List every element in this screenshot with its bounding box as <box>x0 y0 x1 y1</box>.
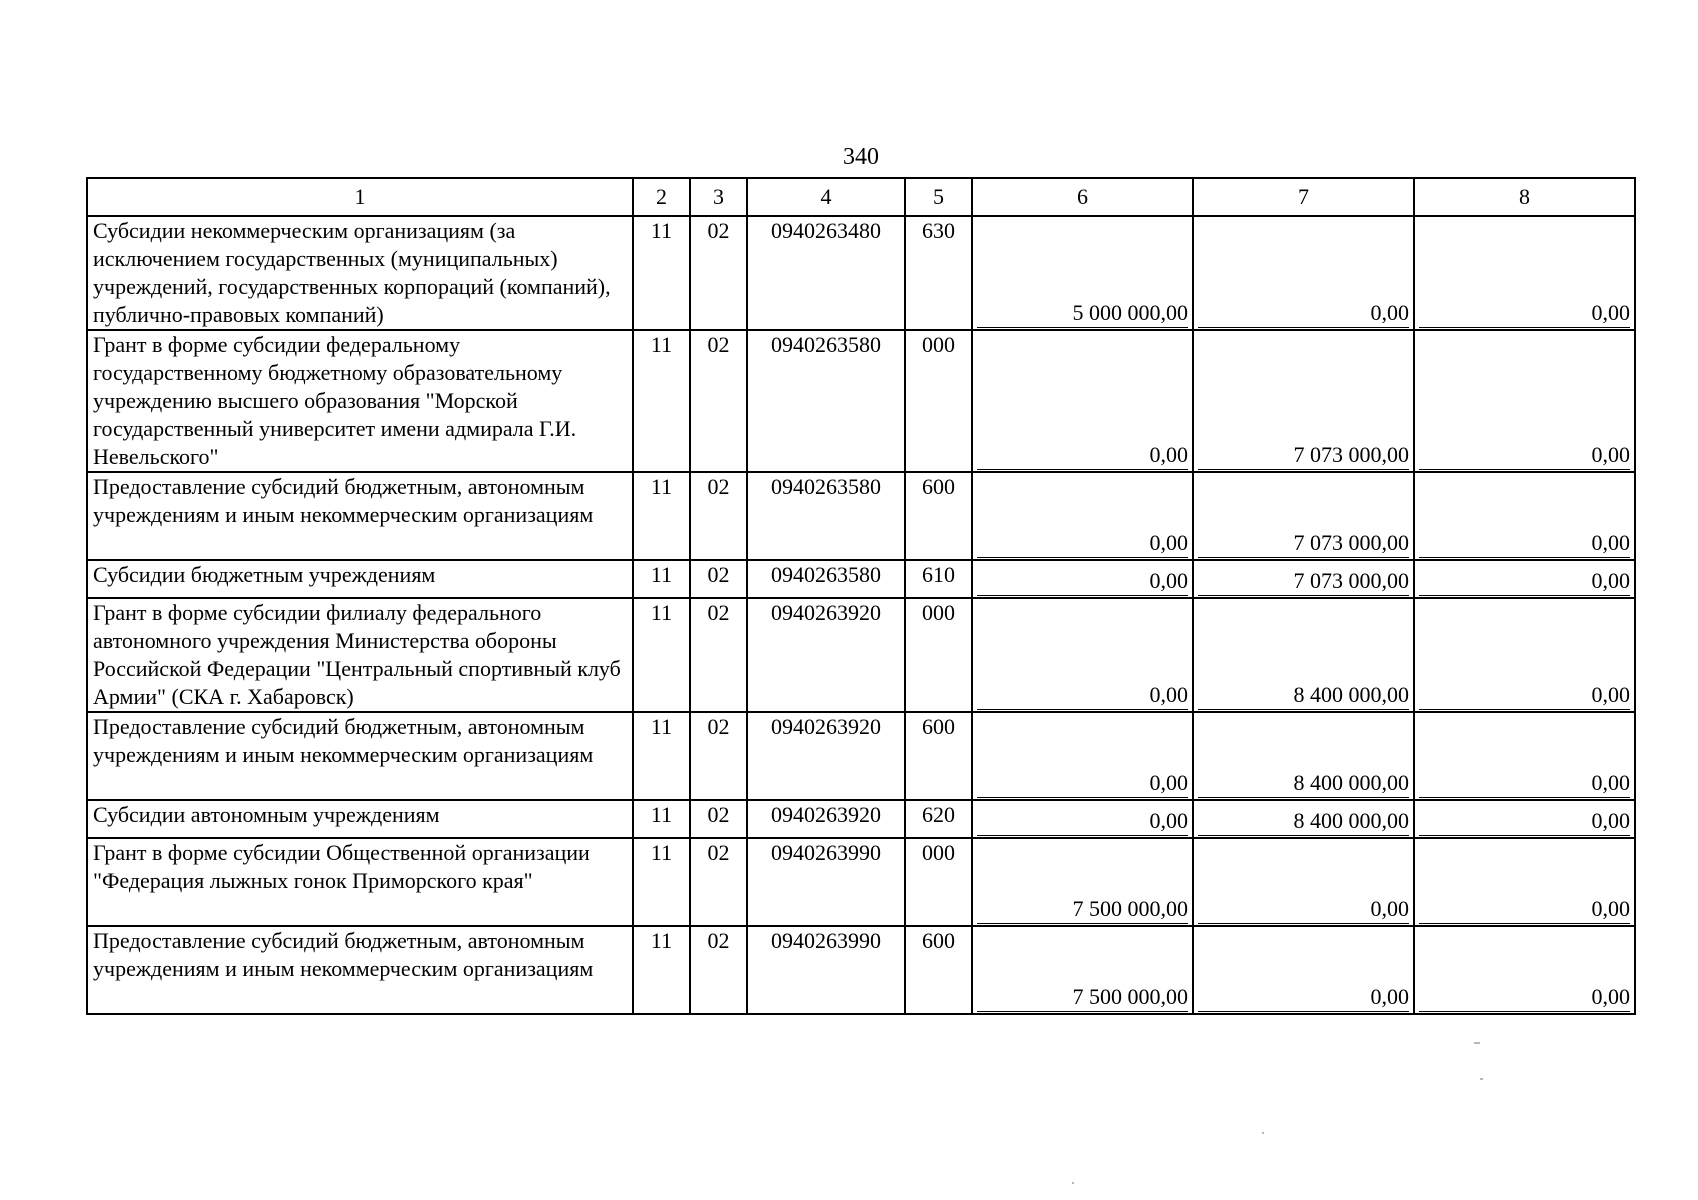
amount-col-6-value: 0,00 <box>977 441 1188 470</box>
amount-col-6 <box>972 560 1193 598</box>
amount-col-8 <box>1414 800 1635 838</box>
column-number: 6 <box>972 178 1193 216</box>
scan-speck <box>1480 1078 1483 1080</box>
target-article-code: 0940263580 <box>747 560 905 598</box>
amount-col-7 <box>1193 926 1414 1014</box>
amount-col-7 <box>1193 838 1414 926</box>
column-number-row <box>87 178 1635 216</box>
section-code: 11 <box>633 560 690 598</box>
amount-col-7 <box>1193 472 1414 560</box>
row-name: Грант в форме субсидии федеральному государственному бюджетному образовательному учреждению высшего образования "Морской государственный университет имени адмирала Г.И. Невельского" <box>87 330 633 472</box>
amount-col-6-value: 7 500 000,00 <box>977 983 1188 1012</box>
target-article-code: 0940263990 <box>747 926 905 1014</box>
amount-col-8-value: 0,00 <box>1419 441 1630 470</box>
column-number: 5 <box>905 178 972 216</box>
target-article-code: 0940263580 <box>747 330 905 472</box>
scan-speck <box>1474 1042 1480 1044</box>
amount-col-6 <box>972 712 1193 800</box>
column-number: 2 <box>633 178 690 216</box>
table-row <box>87 330 1635 472</box>
amount-col-6 <box>972 330 1193 472</box>
subsection-code: 02 <box>690 926 747 1014</box>
expense-type-code: 000 <box>905 330 972 472</box>
amount-col-8-value: 0,00 <box>1419 529 1630 558</box>
subsection-code: 02 <box>690 330 747 472</box>
row-name: Предоставление субсидий бюджетным, автономным учреждениям и иным некоммерческим организациям <box>87 472 633 560</box>
amount-col-7 <box>1193 560 1414 598</box>
amount-col-6 <box>972 216 1193 330</box>
section-code: 11 <box>633 330 690 472</box>
scan-speck <box>1072 1182 1074 1184</box>
amount-col-7 <box>1193 800 1414 838</box>
amount-col-7 <box>1193 712 1414 800</box>
expense-type-code: 000 <box>905 838 972 926</box>
amount-col-8 <box>1414 472 1635 560</box>
table-row <box>87 560 1635 598</box>
row-name: Грант в форме субсидии филиалу федерального автономного учреждения Министерства обороны Российской Федерации "Центральный спортивный клуб Армии" (СКА г. Хабаровск) <box>87 598 633 712</box>
amount-col-8-value: 0,00 <box>1419 567 1630 596</box>
amount-col-8 <box>1414 598 1635 712</box>
expense-type-code: 600 <box>905 712 972 800</box>
amount-col-7 <box>1193 330 1414 472</box>
target-article-code: 0940263990 <box>747 838 905 926</box>
amount-col-6 <box>972 472 1193 560</box>
amount-col-8 <box>1414 216 1635 330</box>
amount-col-7-value: 7 073 000,00 <box>1198 567 1409 596</box>
amount-col-8 <box>1414 712 1635 800</box>
column-number: 7 <box>1193 178 1414 216</box>
table-row <box>87 472 1635 560</box>
row-name: Субсидии некоммерческим организациям (за исключением государственных (муниципальных) учреждений, государственных корпораций (компаний), публично-правовых компаний) <box>87 216 633 330</box>
row-name: Предоставление субсидий бюджетным, автономным учреждениям и иным некоммерческим организациям <box>87 926 633 1014</box>
section-code: 11 <box>633 800 690 838</box>
row-name: Субсидии автономным учреждениям <box>87 800 633 838</box>
expense-type-code: 600 <box>905 926 972 1014</box>
amount-col-7 <box>1193 216 1414 330</box>
section-code: 11 <box>633 216 690 330</box>
scan-speck <box>1262 1132 1264 1134</box>
amount-col-6 <box>972 838 1193 926</box>
amount-col-7-value: 7 073 000,00 <box>1198 529 1409 558</box>
amount-col-6-value: 0,00 <box>977 769 1188 798</box>
amount-col-6 <box>972 926 1193 1014</box>
row-name: Грант в форме субсидии Общественной организации "Федерация лыжных гонок Приморского края" <box>87 838 633 926</box>
amount-col-8 <box>1414 926 1635 1014</box>
target-article-code: 0940263480 <box>747 216 905 330</box>
column-number: 8 <box>1414 178 1635 216</box>
table-row <box>87 598 1635 712</box>
amount-col-7-value: 0,00 <box>1198 895 1409 924</box>
budget-table <box>86 177 1636 1015</box>
table-row <box>87 800 1635 838</box>
section-code: 11 <box>633 598 690 712</box>
amount-col-8-value: 0,00 <box>1419 895 1630 924</box>
amount-col-8-value: 0,00 <box>1419 299 1630 328</box>
section-code: 11 <box>633 472 690 560</box>
row-name: Предоставление субсидий бюджетным, автономным учреждениям и иным некоммерческим организациям <box>87 712 633 800</box>
section-code: 11 <box>633 838 690 926</box>
amount-col-8-value: 0,00 <box>1419 983 1630 1012</box>
target-article-code: 0940263920 <box>747 712 905 800</box>
subsection-code: 02 <box>690 560 747 598</box>
column-number: 3 <box>690 178 747 216</box>
amount-col-7-value: 8 400 000,00 <box>1198 681 1409 710</box>
target-article-code: 0940263580 <box>747 472 905 560</box>
expense-type-code: 600 <box>905 472 972 560</box>
row-name: Субсидии бюджетным учреждениям <box>87 560 633 598</box>
amount-col-8 <box>1414 330 1635 472</box>
subsection-code: 02 <box>690 598 747 712</box>
target-article-code: 0940263920 <box>747 598 905 712</box>
subsection-code: 02 <box>690 800 747 838</box>
amount-col-6-value: 0,00 <box>977 529 1188 558</box>
table-row <box>87 926 1635 1014</box>
amount-col-7-value: 7 073 000,00 <box>1198 441 1409 470</box>
amount-col-6-value: 7 500 000,00 <box>977 895 1188 924</box>
amount-col-7 <box>1193 598 1414 712</box>
subsection-code: 02 <box>690 216 747 330</box>
amount-col-6-value: 0,00 <box>977 807 1188 836</box>
subsection-code: 02 <box>690 712 747 800</box>
subsection-code: 02 <box>690 472 747 560</box>
table-row <box>87 712 1635 800</box>
amount-col-7-value: 8 400 000,00 <box>1198 769 1409 798</box>
amount-col-6 <box>972 800 1193 838</box>
amount-col-8-value: 0,00 <box>1419 681 1630 710</box>
section-code: 11 <box>633 926 690 1014</box>
column-number: 1 <box>87 178 633 216</box>
column-number: 4 <box>747 178 905 216</box>
subsection-code: 02 <box>690 838 747 926</box>
table-row <box>87 838 1635 926</box>
amount-col-8 <box>1414 838 1635 926</box>
expense-type-code: 610 <box>905 560 972 598</box>
amount-col-8-value: 0,00 <box>1419 769 1630 798</box>
amount-col-7-value: 0,00 <box>1198 983 1409 1012</box>
amount-col-7-value: 0,00 <box>1198 299 1409 328</box>
target-article-code: 0940263920 <box>747 800 905 838</box>
amount-col-8-value: 0,00 <box>1419 807 1630 836</box>
amount-col-7-value: 8 400 000,00 <box>1198 807 1409 836</box>
amount-col-8 <box>1414 560 1635 598</box>
expense-type-code: 620 <box>905 800 972 838</box>
amount-col-6-value: 0,00 <box>977 567 1188 596</box>
expense-type-code: 000 <box>905 598 972 712</box>
amount-col-6-value: 5 000 000,00 <box>977 299 1188 328</box>
amount-col-6-value: 0,00 <box>977 681 1188 710</box>
section-code: 11 <box>633 712 690 800</box>
expense-type-code: 630 <box>905 216 972 330</box>
page-number: 340 <box>843 144 879 170</box>
table-row <box>87 216 1635 330</box>
amount-col-6 <box>972 598 1193 712</box>
